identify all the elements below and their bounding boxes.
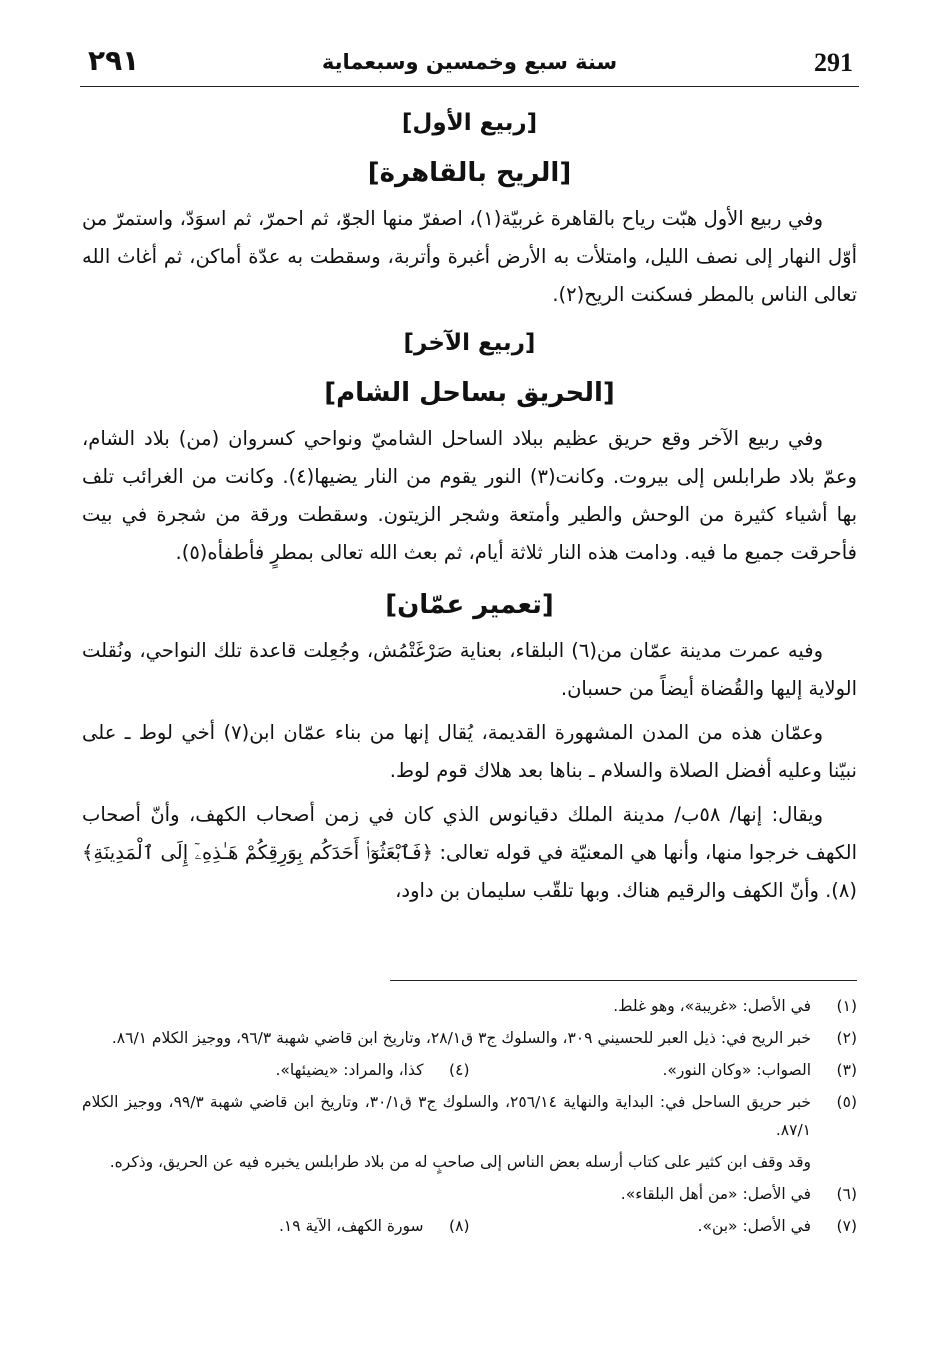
footnote-2 bbox=[82, 1024, 857, 1052]
main-text bbox=[82, 100, 857, 916]
running-title: سنة سبع وخمسين وسبعماية bbox=[321, 50, 618, 74]
footnotes bbox=[82, 992, 857, 1244]
footnote-separator bbox=[390, 980, 857, 981]
footnote-text: سورة الكهف، الآية ١٩. bbox=[278, 1217, 424, 1235]
page-number-arabic: ٢٩١ bbox=[88, 44, 140, 77]
month-heading-rabi-al-akhir: [ربيع الآخر] bbox=[403, 330, 536, 356]
paragraph-amman-1: وفيه عمرت مدينة عمّان من(٦) البلقاء، بعناية صَرْغَتْمُش، وجُعِلت قاعدة تلك النواحي، ونُقلت الولاية إليها والقُضاة أيضاً من حسبان. bbox=[82, 639, 857, 700]
footnote-5-continuation: وقد وقف ابن كثير على كتاب أرسله بعض الناس إلى صاحبٍ له من بلاد طرابلس يخبره فيه عن الحريق، وذكره. bbox=[109, 1153, 811, 1171]
footnote-text: الصواب: «وكان النور». bbox=[662, 1061, 811, 1079]
footnote-number: (١) bbox=[836, 997, 857, 1015]
footnote-1 bbox=[82, 992, 857, 1020]
paragraph-amman-3: ويقال: إنها/ ٥٨ب/ مدينة الملك دقيانوس الذي كان في زمن أصحاب الكهف، وأنّ أصحاب الكهف خرجوا منها، وأنها هي المعنيّة في قوله تعالى: ﴿فَٱبْعَثُوٓا۟ أَحَدَكُم بِوَرِقِكُمْ هَـٰذِهِۦٓ إِلَى ٱلْمَدِينَةِ﴾(٨). وأنّ الكهف والرقيم هناك. وبها تلقّب سليمان بن داود، bbox=[82, 803, 857, 902]
section-heading-wind-cairo: [الريح بالقاهرة] bbox=[367, 158, 572, 188]
footnotes-3-4 bbox=[82, 1056, 857, 1084]
footnote-number: (٢) bbox=[836, 1029, 857, 1047]
footnote-text: في الأصل: «بن». bbox=[697, 1217, 811, 1235]
page-header bbox=[80, 42, 859, 87]
footnote-3 bbox=[470, 1056, 858, 1084]
footnote-text: في الأصل: «غريبة»، وهو غلط. bbox=[613, 997, 811, 1015]
month-heading-rabi-al-awwal: [ربيع الأول] bbox=[401, 110, 538, 136]
footnote-text: كذا، والمراد: «يضيئها». bbox=[275, 1061, 424, 1079]
footnote-8 bbox=[82, 1212, 470, 1240]
section-heading-amman: [تعمير عمّان] bbox=[385, 590, 554, 620]
paragraph-fire: وفي ربيع الآخر وقع حريق عظيم ببلاد الساحل الشاميّ ونواحي كسروان (من) بلاد الشام، وعمّ بلاد طرابلس إلى بيروت. وكانت(٣) النور يقوم من النار يضيها(٤). وكانت من الغرائب تلف بها أشياء كثيرة من الوحش والطير وأمتعة وشجر الزيتون. وسقطت ورقة من شجرة في بيت فأحرقت جميع ما فيه. ودامت هذه النار ثلاثة أيام، ثم بعث الله تعالى بمطرٍ فأطفأه(٥). bbox=[82, 427, 857, 564]
footnote-text: في الأصل: «من أهل البلقاء». bbox=[620, 1185, 811, 1203]
footnote-number: (٨) bbox=[449, 1217, 470, 1235]
paragraph-wind: وفي ربيع الأول هبّت رياح بالقاهرة غربيّة(١)، اصفرّ منها الجوّ، ثم احمرّ، ثم اسوَدّ، واستمرّ من أوّل النهار إلى نصف الليل، وامتلأت به الأرض أغبرة وأتربة، وسقطت به عدّة أماكن، ثم أغاث الله تعالى الناس بالمطر فسكنت الريح(٢). bbox=[82, 207, 857, 306]
footnote-text: خبر حريق الساحل في: البداية والنهاية ٢٥٦/١٤، والسلوك ج٣ ق٣٠/١، وتاريخ ابن قاضي شهبة ٩٩/٣، ووجيز الكلام ٨٧/١. bbox=[82, 1093, 812, 1139]
footnote-5 bbox=[82, 1088, 857, 1144]
footnote-6 bbox=[82, 1180, 857, 1208]
page-number-latin: 291 bbox=[814, 48, 853, 77]
footnote-number: (٥) bbox=[836, 1093, 857, 1111]
footnote-number: (٧) bbox=[836, 1217, 857, 1235]
footnote-4 bbox=[82, 1056, 470, 1084]
footnote-number: (٦) bbox=[836, 1185, 857, 1203]
section-heading-fire-sham: [الحريق بساحل الشام] bbox=[324, 378, 615, 408]
footnote-number: (٤) bbox=[449, 1061, 470, 1079]
footnote-number: (٣) bbox=[836, 1061, 857, 1079]
paragraph-amman-2: وعمّان هذه من المدن المشهورة القديمة، يُقال إنها من بناء عمّان ابن(٧) أخي لوط ـ على نبيّنا وعليه أفضل الصلاة والسلام ـ بناها بعد هلاك قوم لوط. bbox=[82, 721, 857, 782]
footnote-7 bbox=[470, 1212, 858, 1240]
footnote-text: خبر الريح في: ذيل العبر للحسيني ٣٠٩، والسلوك ج٣ ق٢٨/١، وتاريخ ابن قاضي شهبة ٩٦/٣، ووجيز الكلام ٨٦/١. bbox=[111, 1029, 811, 1047]
footnotes-7-8 bbox=[82, 1212, 857, 1240]
